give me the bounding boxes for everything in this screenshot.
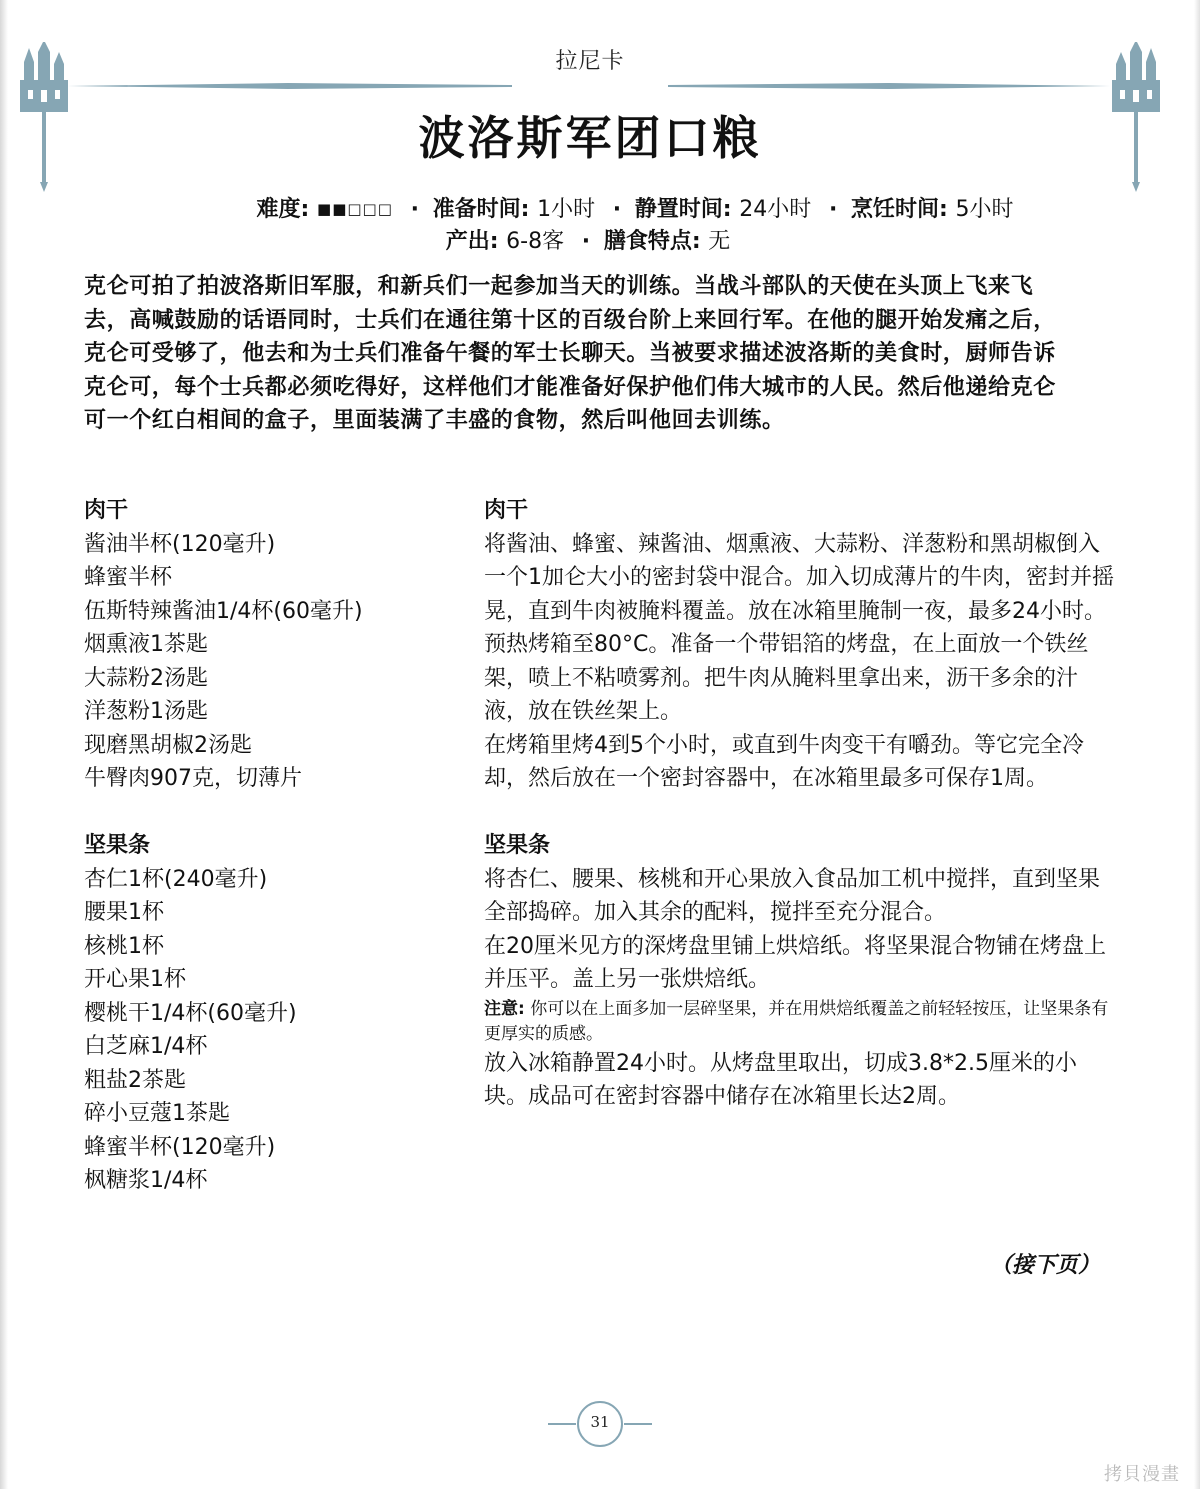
diet-label: 膳食特点: <box>603 229 701 254</box>
header-rule <box>668 80 1110 92</box>
method-step: 将杏仁、腰果、核桃和开心果放入食品加工机中搅拌，直到坚果全部捣碎。加入其余的配料，搅拌至充分混合。 <box>484 866 1101 925</box>
method-step: 放入冰箱静置24小时。从烤盘里取出，切成3.8*2.5厘米的小块。成品可在密封容器中储存在冰箱里长达2周。 <box>484 1050 1077 1109</box>
method-step: 在20厘米见方的深烤盘里铺上烘焙纸。将坚果混合物铺在烤盘上并压平。盖上另一张烘焙纸。 <box>484 933 1106 992</box>
cook-time-value: 5小时 <box>955 197 1014 222</box>
separator-dot: · <box>410 197 419 222</box>
continued-next-page: （接下页） <box>990 1253 1101 1278</box>
yield-value: 6-8客 <box>506 229 565 254</box>
ingredient-item: 酱油半杯(120毫升) <box>84 531 276 557</box>
diet-value: 无 <box>708 229 731 254</box>
separator-dot: · <box>828 197 838 222</box>
nutbar-method-heading: 坚果条 <box>484 833 551 858</box>
rest-time-label: 静置时间: <box>634 197 732 222</box>
ingredient-item: 白芝麻1/4杯 <box>84 1034 208 1059</box>
recipe-title: 波洛斯军团口粮 <box>418 111 762 165</box>
rest-time-value: 24小时 <box>739 197 812 222</box>
page-number: 31 <box>590 1413 610 1431</box>
ingredient-item: 大蒜粉2汤匙 <box>84 665 208 691</box>
ingredient-item: 杏仁1杯(240毫升) <box>84 866 268 892</box>
site-watermark: 拷貝漫畫 <box>1104 1464 1180 1485</box>
ingredient-item: 蜂蜜半杯 <box>84 565 173 590</box>
ingredients-column <box>84 494 464 1198</box>
method-step: 在烤箱里烤4到5个小时，或直到牛肉变干有嚼劲。等它完全冷却，然后放在一个密封容器中，在冰箱里最多可保存1周。 <box>484 732 1084 791</box>
recipe-meta-line-1 <box>0 192 1200 223</box>
ingredient-item: 牛臀肉907克，切薄片 <box>84 766 302 791</box>
cook-time-label: 烹饪时间: <box>850 197 948 222</box>
page-number-badge <box>548 1400 652 1450</box>
yield-label: 产出: <box>445 229 499 254</box>
prep-time-label: 准备时间: <box>432 197 530 222</box>
ingredient-item: 洋葱粉1汤匙 <box>84 699 208 724</box>
running-title: 拉尼卡 <box>555 49 625 74</box>
note-text: 你可以在上面多加一层碎坚果，并在用烘焙纸覆盖之前轻轻按压，让坚果条有更厚实的质感。 <box>484 998 1109 1044</box>
nutbar-ingredients-heading: 坚果条 <box>84 833 151 858</box>
separator-dot: · <box>612 197 622 222</box>
ingredient-item: 腰果1杯 <box>84 900 164 925</box>
ingredient-item: 现磨黑胡椒2汤匙 <box>84 732 252 758</box>
ingredient-item: 枫糖浆1/4杯 <box>84 1168 208 1193</box>
ingredient-item: 核桃1杯 <box>84 933 164 959</box>
note-label: 注意: <box>484 998 525 1019</box>
difficulty-rating: ■■□□□ <box>317 200 393 218</box>
method-note <box>484 997 1114 1047</box>
ingredient-item: 樱桃干1/4杯(60毫升) <box>84 1000 297 1026</box>
jerky-ingredients-heading: 肉干 <box>84 498 129 523</box>
method-step: 将酱油、蜂蜜、辣酱油、烟熏液、大蒜粉、洋葱粉和黑胡椒倒入一个1加仑大小的密封袋中混合。加入切成薄片的牛肉，密封并摇晃，直到牛肉被腌料覆盖。放在冰箱里腌制一夜，最多24小时。 <box>484 531 1114 624</box>
header-rule <box>68 80 512 92</box>
ingredient-item: 烟熏液1茶匙 <box>84 632 208 657</box>
intro-paragraph: 克仑可拍了拍波洛斯旧军服，和新兵们一起参加当天的训练。当战斗部队的天使在头顶上飞来飞去，高喊鼓励的话语同时，士兵们在通往第十区的百级台阶上来回行军。在他的腿开始发痛之后，克仑可受够了，他去和为士兵们准备午餐的军士长聊天。当被要求描述波洛斯的美食时，厨师告诉克仑可，每个士兵都必须吃得好，这样他们才能准备好保护他们伟大城市的人民。然后他递给克仑可一个红白相间的盒子，里面装满了丰盛的食物，然后叫他回去训练。 <box>84 274 1056 434</box>
difficulty-label: 难度: <box>256 197 310 222</box>
page-edge-shadow <box>1194 0 1200 1489</box>
method-step: 预热烤箱至80°C。准备一个带铝箔的烤盘，在上面放一个铁丝架，喷上不粘喷雾剂。把牛肉从腌料里拿出来，沥干多余的汁液，放在铁丝架上。 <box>484 632 1089 724</box>
ingredient-item: 开心果1杯 <box>84 967 186 992</box>
separator-dot: · <box>581 229 591 254</box>
ingredient-item: 蜂蜜半杯(120毫升) <box>84 1134 276 1160</box>
recipe-meta-line-2 <box>0 224 1176 255</box>
prep-time-value: 1小时 <box>537 197 596 222</box>
instructions-column <box>484 494 1114 1114</box>
ingredient-item: 伍斯特辣酱油1/4杯(60毫升) <box>84 598 363 624</box>
ingredient-item: 碎小豆蔻1茶匙 <box>84 1101 230 1126</box>
ingredient-item: 粗盐2茶匙 <box>84 1067 186 1093</box>
jerky-method-heading: 肉干 <box>484 498 529 523</box>
